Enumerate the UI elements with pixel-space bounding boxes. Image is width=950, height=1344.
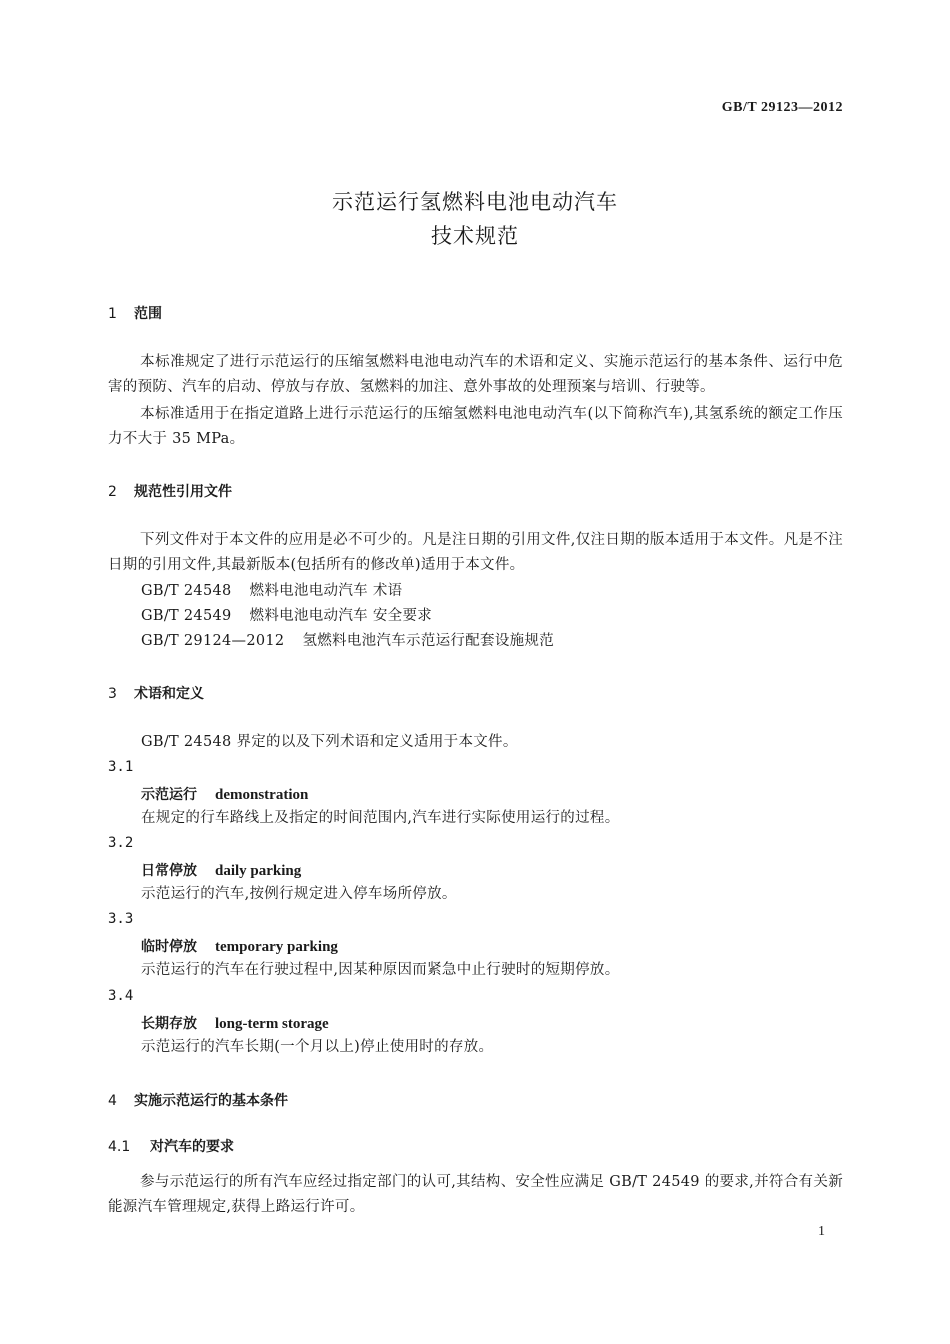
section-1-paragraph-2 [108,402,843,451]
subsection-4-1-heading [108,1136,234,1156]
section-2-paragraph-1 [108,528,843,577]
term-heading [141,1013,329,1033]
term-heading [141,936,338,956]
term-number: 3.1 [108,759,134,775]
reference-code: GB/T 24549 [141,608,232,624]
section-4-heading [108,1090,288,1110]
reference-name: 氢燃料电池汽车示范运行配套设施规范 [302,633,555,649]
paragraph-text: 参与示范运行的所有汽车应经过指定部门的认可,其结构、安全性应满足 GB/T 24549 的要求,并符合有关新能源汽车管理规定,获得上路运行许可。 [108,1174,843,1215]
term-definition: 示范运行的汽车,按例行规定进入停车场所停放。 [141,886,457,902]
section-1-heading [108,303,162,323]
paragraph-text: 下列文件对于本文件的应用是必不可少的。凡是注日期的引用文件,仅注日期的版本适用于本文件。凡是不注日期的引用文件,其最新版本(包括所有的修改单)适用于本文件。 [108,532,843,573]
term-en: demonstration [215,787,309,803]
document-title-line1: 示范运行氢燃料电池电动汽车 [332,190,618,214]
section-1-paragraph-1 [108,350,843,399]
term-number: 3.4 [108,988,134,1004]
term-definition: 在规定的行车路线上及指定的时间范围内,汽车进行实际使用运行的过程。 [141,810,620,826]
term-zh: 长期存放 [141,1016,197,1032]
reference-item [141,629,554,653]
standard-code: GB/T 29123—2012 [721,100,843,115]
reference-item [141,579,402,603]
reference-code: GB/T 29124—2012 [141,633,285,649]
reference-item [141,604,432,628]
term-definition: 示范运行的汽车在行驶过程中,因某种原因而紧急中止行驶时的短期停放。 [141,962,620,978]
section-2-heading [108,481,232,501]
section-number: 3 [108,686,117,702]
subsection-number: 4.1 [108,1139,131,1155]
term-zh: 日常停放 [141,863,197,879]
subsection-4-1-paragraph [108,1170,843,1219]
page-number: 1 [818,1224,825,1239]
section-3-heading [108,683,204,703]
term-number: 3.3 [108,911,134,927]
paragraph-text: 本标准适用于在指定道路上进行示范运行的压缩氢燃料电池电动汽车(以下简称汽车),其氢系统的额定工作压力不大于 35 MPa。 [108,406,843,447]
term-zh: 临时停放 [141,939,197,955]
paragraph-text: 本标准规定了进行示范运行的压缩氢燃料电池电动汽车的术语和定义、实施示范运行的基本条件、运行中危害的预防、汽车的启动、停放与存放、氢燃料的加注、意外事故的处理预案与培训、行驶等。 [108,354,843,395]
section-title: 实施示范运行的基本条件 [134,1093,288,1109]
term-definition: 示范运行的汽车长期(一个月以上)停止使用时的存放。 [141,1039,494,1055]
section-number: 4 [108,1093,117,1109]
section-title: 规范性引用文件 [134,484,232,500]
reference-name: 燃料电池电动汽车 安全要求 [249,608,433,624]
term-heading [141,784,308,804]
section-title: 范围 [134,306,162,322]
term-en: daily parking [215,863,302,879]
subsection-title: 对汽车的要求 [150,1139,234,1155]
section-number: 1 [108,306,117,322]
term-number: 3.2 [108,835,134,851]
reference-name: 燃料电池电动汽车 术语 [249,583,403,599]
term-zh: 示范运行 [141,787,197,803]
term-en: long-term storage [215,1016,329,1032]
document-title-line2: 技术规范 [431,224,519,248]
term-heading [141,860,301,880]
section-number: 2 [108,484,117,500]
term-en: temporary parking [215,939,338,955]
section-title: 术语和定义 [134,686,204,702]
section-3-intro: GB/T 24548 界定的以及下列术语和定义适用于本文件。 [141,734,518,750]
reference-code: GB/T 24548 [141,583,232,599]
